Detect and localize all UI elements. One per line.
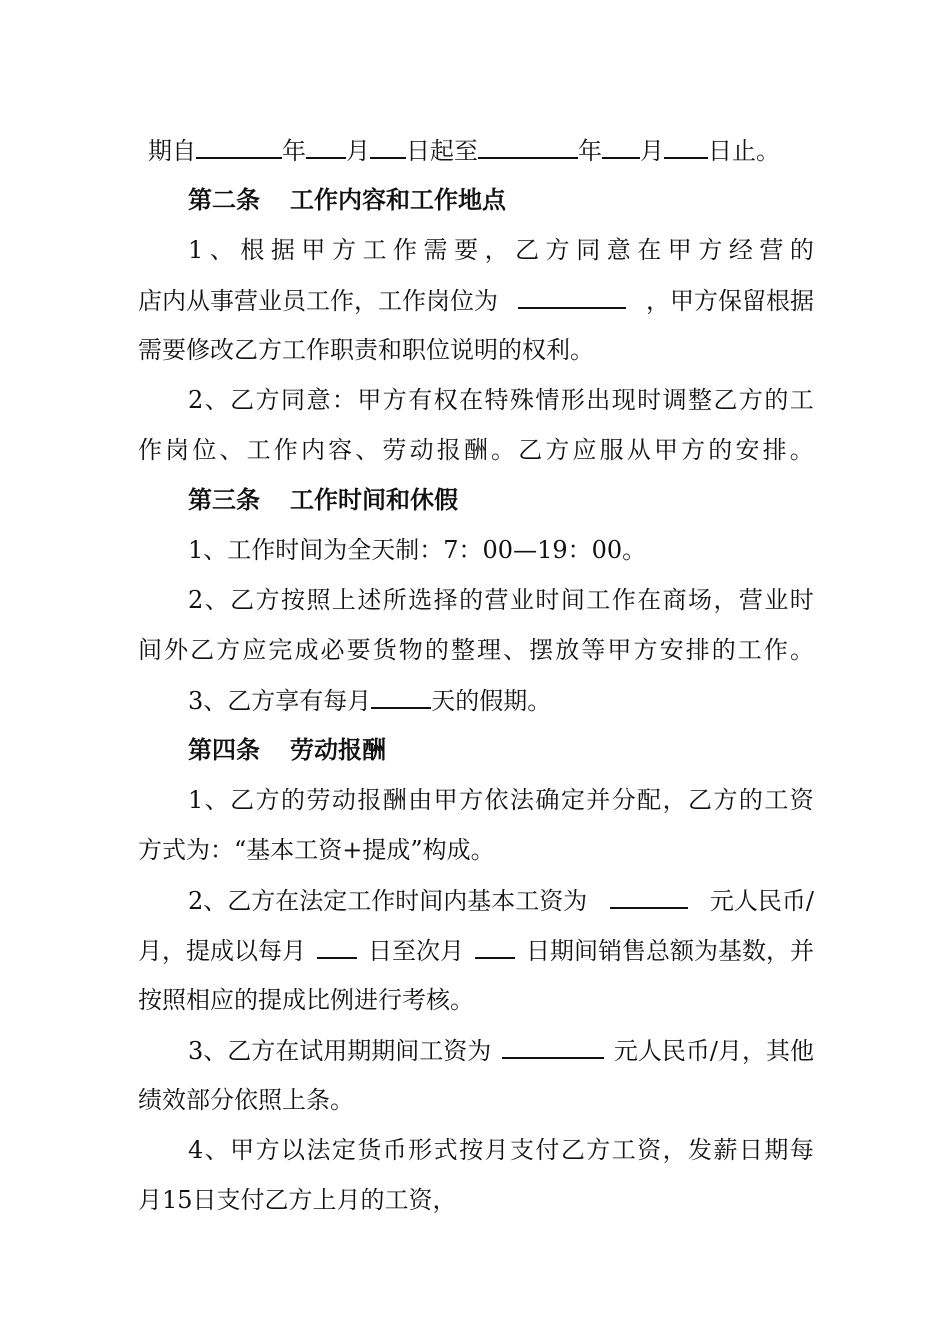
paragraph-line: 绩效部分依照上条。 — [138, 1086, 354, 1114]
blank-start-day[interactable] — [370, 133, 406, 159]
text-segment: 月 — [640, 137, 664, 165]
paragraph-line: 2 、 乙 方 按 照 上 述 所 选 择 的 营 业 时 间 工 作 在 商 场 ， 营 业 时 — [188, 586, 814, 614]
text-segment: 2、乙方在法定工作时间内基本工资为 — [188, 887, 588, 915]
base-salary-line — [188, 883, 814, 917]
text-segment: 天的假期。 — [431, 687, 552, 715]
article-2-heading — [188, 183, 814, 217]
text-segment: ，甲方保留根据 — [646, 287, 814, 315]
blank-holiday-days[interactable] — [371, 683, 431, 709]
blank-end-year[interactable] — [478, 133, 578, 159]
blank-job-position[interactable] — [518, 283, 626, 309]
blank-start-month[interactable] — [306, 133, 346, 159]
text-segment: 元人民币/月，其他 — [613, 1037, 814, 1065]
paragraph-line: 2 、 乙 方 同 意 ： 甲 方 有 权 在 特 殊 情 形 出 现 时 调 整 乙 方 的 工 — [188, 386, 814, 414]
job-position-line — [138, 283, 814, 317]
text-segment: 3、乙方享有每月 — [188, 687, 372, 715]
text-segment: 日至次月 — [368, 937, 464, 965]
blank-commission-end-day[interactable] — [475, 933, 515, 959]
article-number: 第二条 — [188, 186, 260, 214]
article-4-heading — [188, 733, 814, 767]
paragraph-line: 按照相应的提成比例进行考核。 — [138, 986, 474, 1014]
article-title: 劳动报酬 — [290, 736, 386, 764]
blank-end-day[interactable] — [664, 133, 708, 159]
paragraph-line: 4 、 甲 方 以 法 定 货 币 形 式 按 月 支 付 乙 方 工 资 ， 发 薪 日 期 每 — [188, 1136, 814, 1164]
text-segment: 日起至 — [406, 137, 478, 165]
text-segment: 日止。 — [708, 137, 780, 165]
paragraph-line: 月15日支付乙方上月的工资， — [138, 1186, 457, 1214]
paragraph-line: 需要修改乙方工作职责和职位说明的权利。 — [138, 336, 594, 364]
paragraph-line: 1 、 乙 方 的 劳 动 报 酬 由 甲 方 依 法 确 定 并 分 配 ， 乙 方 的 工 资 — [188, 786, 814, 814]
blank-end-month[interactable] — [602, 133, 640, 159]
paragraph-line: 间 外 乙 方 应 完 成 必 要 货 物 的 整 理 、 摆 放 等 甲 方 安 排 的 工 作 。 — [138, 636, 814, 664]
text-segment: 月，提成以每月 — [138, 937, 306, 965]
paragraph-line: 1、工作时间为全天制：7：00—19：00。 — [188, 536, 647, 564]
blank-commission-start-day[interactable] — [317, 933, 357, 959]
blank-probation-salary[interactable] — [502, 1033, 604, 1059]
paragraph-line: 作 岗 位 、 工 作 内 容 、 劳 动 报 酬 。 乙 方 应 服 从 甲 方 的 安 排 。 — [138, 436, 814, 464]
text-segment: 店内从事营业员工作，工作岗位为 — [138, 287, 498, 315]
text-segment: 年 — [282, 137, 306, 165]
article-number: 第三条 — [188, 486, 260, 514]
text-segment: 3、乙方在试用期期间工资为 — [188, 1037, 492, 1065]
paragraph-line: 1 、 根 据 甲 方 工 作 需 要 ， 乙 方 同 意 在 甲 方 经 营 的 — [188, 236, 814, 264]
text-segment: 年 — [578, 137, 602, 165]
paragraph-line: 方式为：“基本工资+提成”构成。 — [138, 836, 495, 864]
probation-salary-line — [188, 1033, 814, 1067]
commission-line — [138, 933, 814, 967]
blank-start-year[interactable] — [196, 133, 282, 159]
text-segment: 日期间销售总额为基数，并 — [526, 937, 814, 965]
article-title: 工作内容和工作地点 — [290, 186, 506, 214]
text-segment: 元人民币/ — [709, 887, 814, 915]
text-segment: 月 — [346, 137, 370, 165]
article-number: 第四条 — [188, 736, 260, 764]
blank-base-salary[interactable] — [610, 883, 688, 909]
term-period-line — [148, 133, 814, 167]
text-segment: 期自 — [148, 137, 196, 165]
article-title: 工作时间和休假 — [290, 486, 458, 514]
article-3-heading — [188, 483, 814, 517]
holiday-line — [188, 683, 814, 717]
